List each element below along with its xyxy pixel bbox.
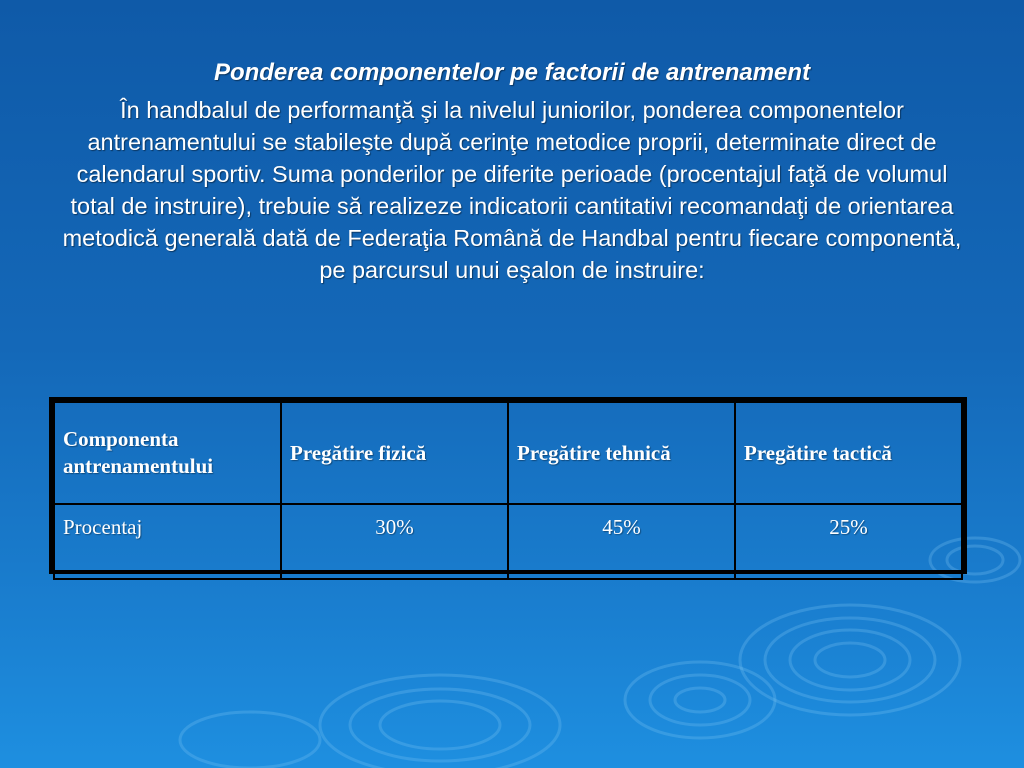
header-cell-tactical-training: Pregătire tactică — [735, 402, 962, 504]
training-components-table — [49, 397, 967, 574]
row-label-percentage: Procentaj — [54, 504, 281, 579]
header-cell-physical-training: Pregătire fizică — [281, 402, 508, 504]
cell-technical-percentage: 45% — [508, 504, 735, 579]
header-cell-technical-training: Pregătire tehnică — [508, 402, 735, 504]
cell-tactical-percentage: 25% — [735, 504, 962, 579]
slide-title: Ponderea componentelor pe factorii de antrenament — [213, 59, 811, 86]
table-header-row — [54, 402, 962, 504]
table-row — [54, 504, 962, 579]
data-table — [53, 401, 963, 580]
cell-physical-percentage: 30% — [281, 504, 508, 579]
slide-paragraph: În handbalul de performanţă şi la nivelul juniorilor, ponderea componentelor antrenamentului se stabileşte după cerinţe metodice proprii, determinate direct de calendarul sportiv. Suma ponderilor pe diferite perioade (procentajul faţă de volumul total de instruire), trebuie să realizeze indicatorii cantitativi recomandaţi de orientarea metodică generală dată de Federaţia Română de Handbal pentru fiecare componentă, pe parcursul unui eşalon de instruire: — [62, 97, 962, 283]
header-cell-component: Componenta antrenamentului — [54, 402, 281, 504]
